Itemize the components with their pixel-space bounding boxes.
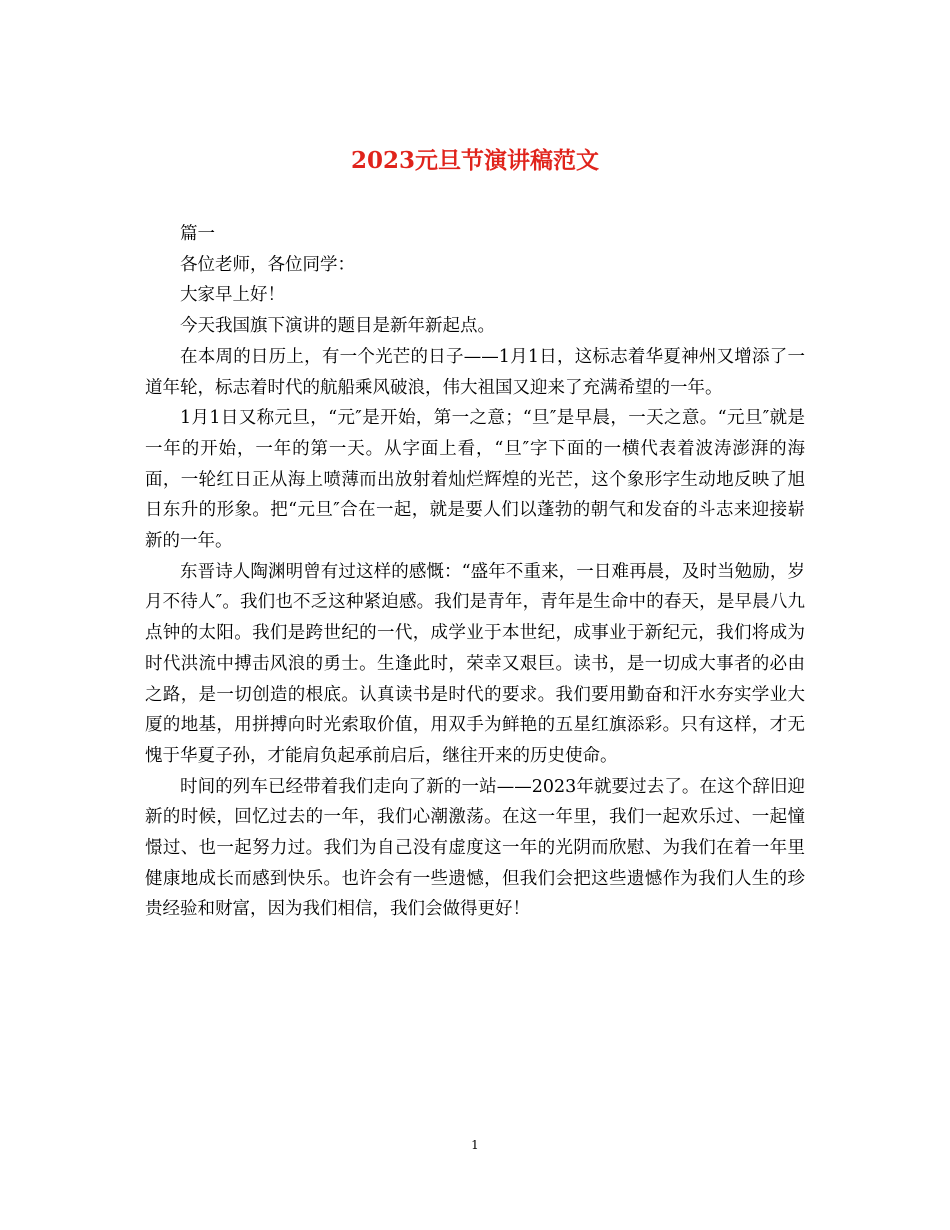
paragraph-body: 东晋诗人陶渊明曾有过这样的感慨：“盛年不重来，一日难再晨，及时当勉励，岁月不待人″。我们也不乏这种紧迫感。我们是青年，青年是生命中的春天，是早晨八九点钟的太阳。我们是跨世纪的一代，成学业于本世纪，成事业于新纪元，我们将成为时代洪流中搏击风浪的勇士。生逢此时，荣幸又艰巨。读书，是一切成大事者的必由之路，是一切创造的根底。认真读书是时代的要求。我们要用勤奋和汗水夯实学业大厦的地基，用拼搏向时光索取价值，用双手为鲜艳的五星红旗添彩。只有这样，才无愧于华夏子孙，才能肩负起承前启后，继往开来的历史使命。 xyxy=(145,561,805,766)
paragraph-section-heading: 篇一 xyxy=(180,224,215,244)
paragraph-body: 在本周的日历上，有一个光芒的日子——1月1日，这标志着华夏神州又增添了一道年轮，标志着时代的航船乘风破浪，伟大祖国又迎来了充满希望的一年。 xyxy=(145,346,805,398)
paragraph-topic: 今天我国旗下演讲的题目是新年新起点。 xyxy=(180,316,495,337)
document-title: 2023元旦节演讲稿范文 xyxy=(350,147,599,174)
paragraph-greeting: 大家早上好！ xyxy=(180,285,285,306)
paragraph-body: 时间的列车已经带着我们走向了新的一站——2023年就要过去了。在这个辞旧迎新的时候，回忆过去的一年，我们心潮激荡。在这一年里，我们一起欢乐过、一起憧憬过、也一起努力过。我们为自己没有虚度这一年的光阴而欣慰、为我们在着一年里健康地成长而感到快乐。也许会有一些遗憾，但我们会把这些遗憾作为我们人生的珍贵经验和财富，因为我们相信，我们会做得更好！ xyxy=(145,776,805,920)
paragraph-body: 1月1日又称元旦，“元″是开始，第一之意；“旦″是早晨，一天之意。“元旦″就是一年的开始，一年的第一天。从字面上看，“旦″字下面的一横代表着波涛澎湃的海面，一轮红日正从海上喷薄而出放射着灿烂辉煌的光芒，这个象形字生动地反映了旭日东升的形象。把“元旦″合在一起，就是要人们以蓬勃的朝气和发奋的斗志来迎接崭新的一年。 xyxy=(145,408,805,552)
paragraph-salutation: 各位老师，各位同学： xyxy=(180,254,355,275)
document-body xyxy=(145,219,805,925)
page-number: 1 xyxy=(471,1138,479,1152)
